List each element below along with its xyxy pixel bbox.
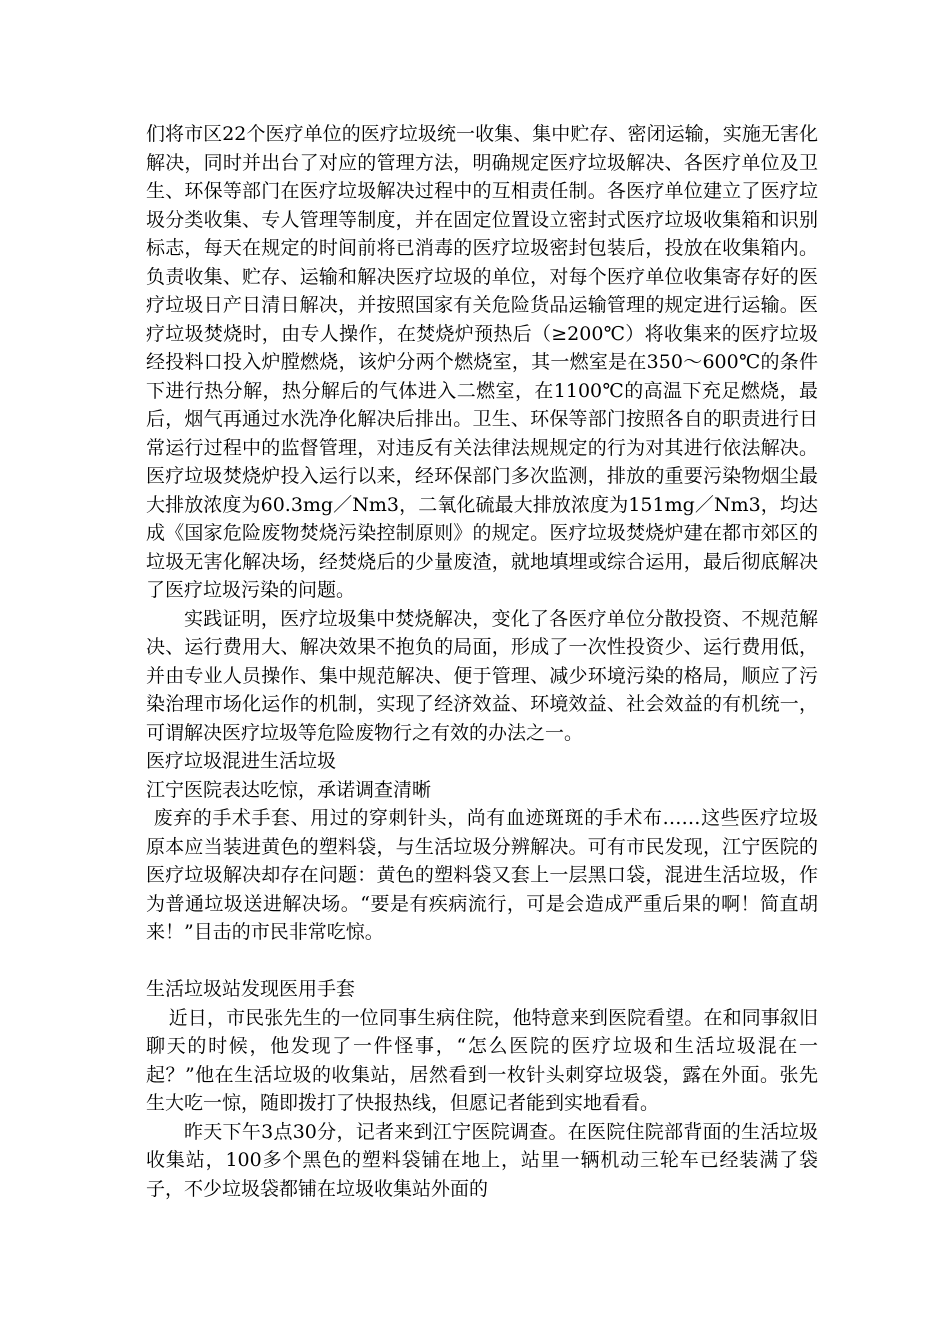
body-paragraph-3: 废弃的手术手套、用过的穿刺针头，尚有血迹斑斑的手术布……这些医疗垃圾原本应当装进黄色的塑料袋，与生活垃圾分辨解决。可有市民发现，江宁医院的医疗垃圾解决却存在问题：黄色的塑料袋又套上一层黑口袋，混进生活垃圾，作为普通垃圾送进解决场。“要是有疾病流行，可是会造成严重后果的啊！简直胡来！”目击的市民非常吃惊。	[146, 807, 818, 943]
section-subheading-hospital-response: 江宁医院表达吃惊，承诺调查清晰	[146, 778, 432, 801]
body-paragraph-1: 们将市区22个医疗单位的医疗垃圾统一收集、集中贮存、密闭运输，实施无害化解决，同时并出台了对应的管理方法，明确规定医疗垃圾解决、各医疗单位及卫生、环保等部门在医疗垃圾解决过程中的互相责任制。各医疗单位建立了医疗垃圾分类收集、专人管理等制度，并在固定位置设立密封式医疗垃圾收集箱和识别标志，每天在规定的时间前将已消毒的医疗垃圾密封包装后，投放在收集箱内。负责收集、贮存、运输和解决医疗垃圾的单位，对每个医疗单位收集寄存好的医疗垃圾日产日清日解决，并按照国家有关危险货品运输管理的规定进行运输。医疗垃圾焚烧时，由专人操作，在焚烧炉预热后（≥200℃）将收集来的医疗垃圾经投料口投入炉膛燃烧，该炉分两个燃烧室，其一燃室是在350～600℃的条件下进行热分解，热分解后的气体进入二燃室，在1100℃的高温下充足燃烧，最后，烟气再通过水洗净化解决后排出。卫生、环保等部门按照各自的职责进行日常运行过程中的监督管理，对违反有关法律法规规定的行为对其进行依法解决。医疗垃圾焚烧炉投入运行以来，经环保部门多次监测，排放的重要污染物烟尘最大排放浓度为60.3mg／Nm3，二氧化硫最大排放浓度为151mg／Nm3，均达成《国家危险废物焚烧污染控制原则》的规定。医疗垃圾焚烧炉建在都市郊区的垃圾无害化解决场，经焚烧后的少量废渣，就地填埋或综合运用，最后彻底解决了医疗垃圾污染的问题。	[146, 123, 818, 601]
body-paragraph-2: 实践证明，医疗垃圾集中焚烧解决，变化了各医疗单位分散投资、不规范解决、运行费用大、解决效果不抱负的局面，形成了一次性投资少、运行费用低，并由专业人员操作、集中规范解决、便于管理、减少环境污染的格局，顺应了污染治理市场化运作的机制，实现了经济效益、环境效益、社会效益的有机统一，可谓解决医疗垃圾等危险废物行之有效的办法之一。	[146, 607, 818, 744]
body-paragraph-4: 近日，市民张先生的一位同事生病住院，他特意来到医院看望。在和同事叙旧聊天的时候，他发现了一件怪事，“怎么医院的医疗垃圾和生活垃圾混在一起？”他在生活垃圾的收集站，居然看到一枚针头刺穿垃圾袋，露在外面。张先生大吃一惊，随即拨打了快报热线，但愿记者能到实地看看。	[146, 1006, 818, 1114]
section-heading-medical-waste: 医疗垃圾混进生活垃圾	[146, 750, 337, 772]
body-paragraph-5: 昨天下午3点30分，记者来到江宁医院调查。在医院住院部背面的生活垃圾收集站，100多个黑色的塑料袋铺在地上，站里一辆机动三轮车已经装满了袋子，不少垃圾袋都铺在垃圾收集站外面的	[146, 1120, 818, 1200]
document-page	[146, 120, 818, 1203]
section-heading-gloves-found: 生活垃圾站发现医用手套	[146, 978, 356, 1000]
blank-line	[146, 947, 818, 976]
